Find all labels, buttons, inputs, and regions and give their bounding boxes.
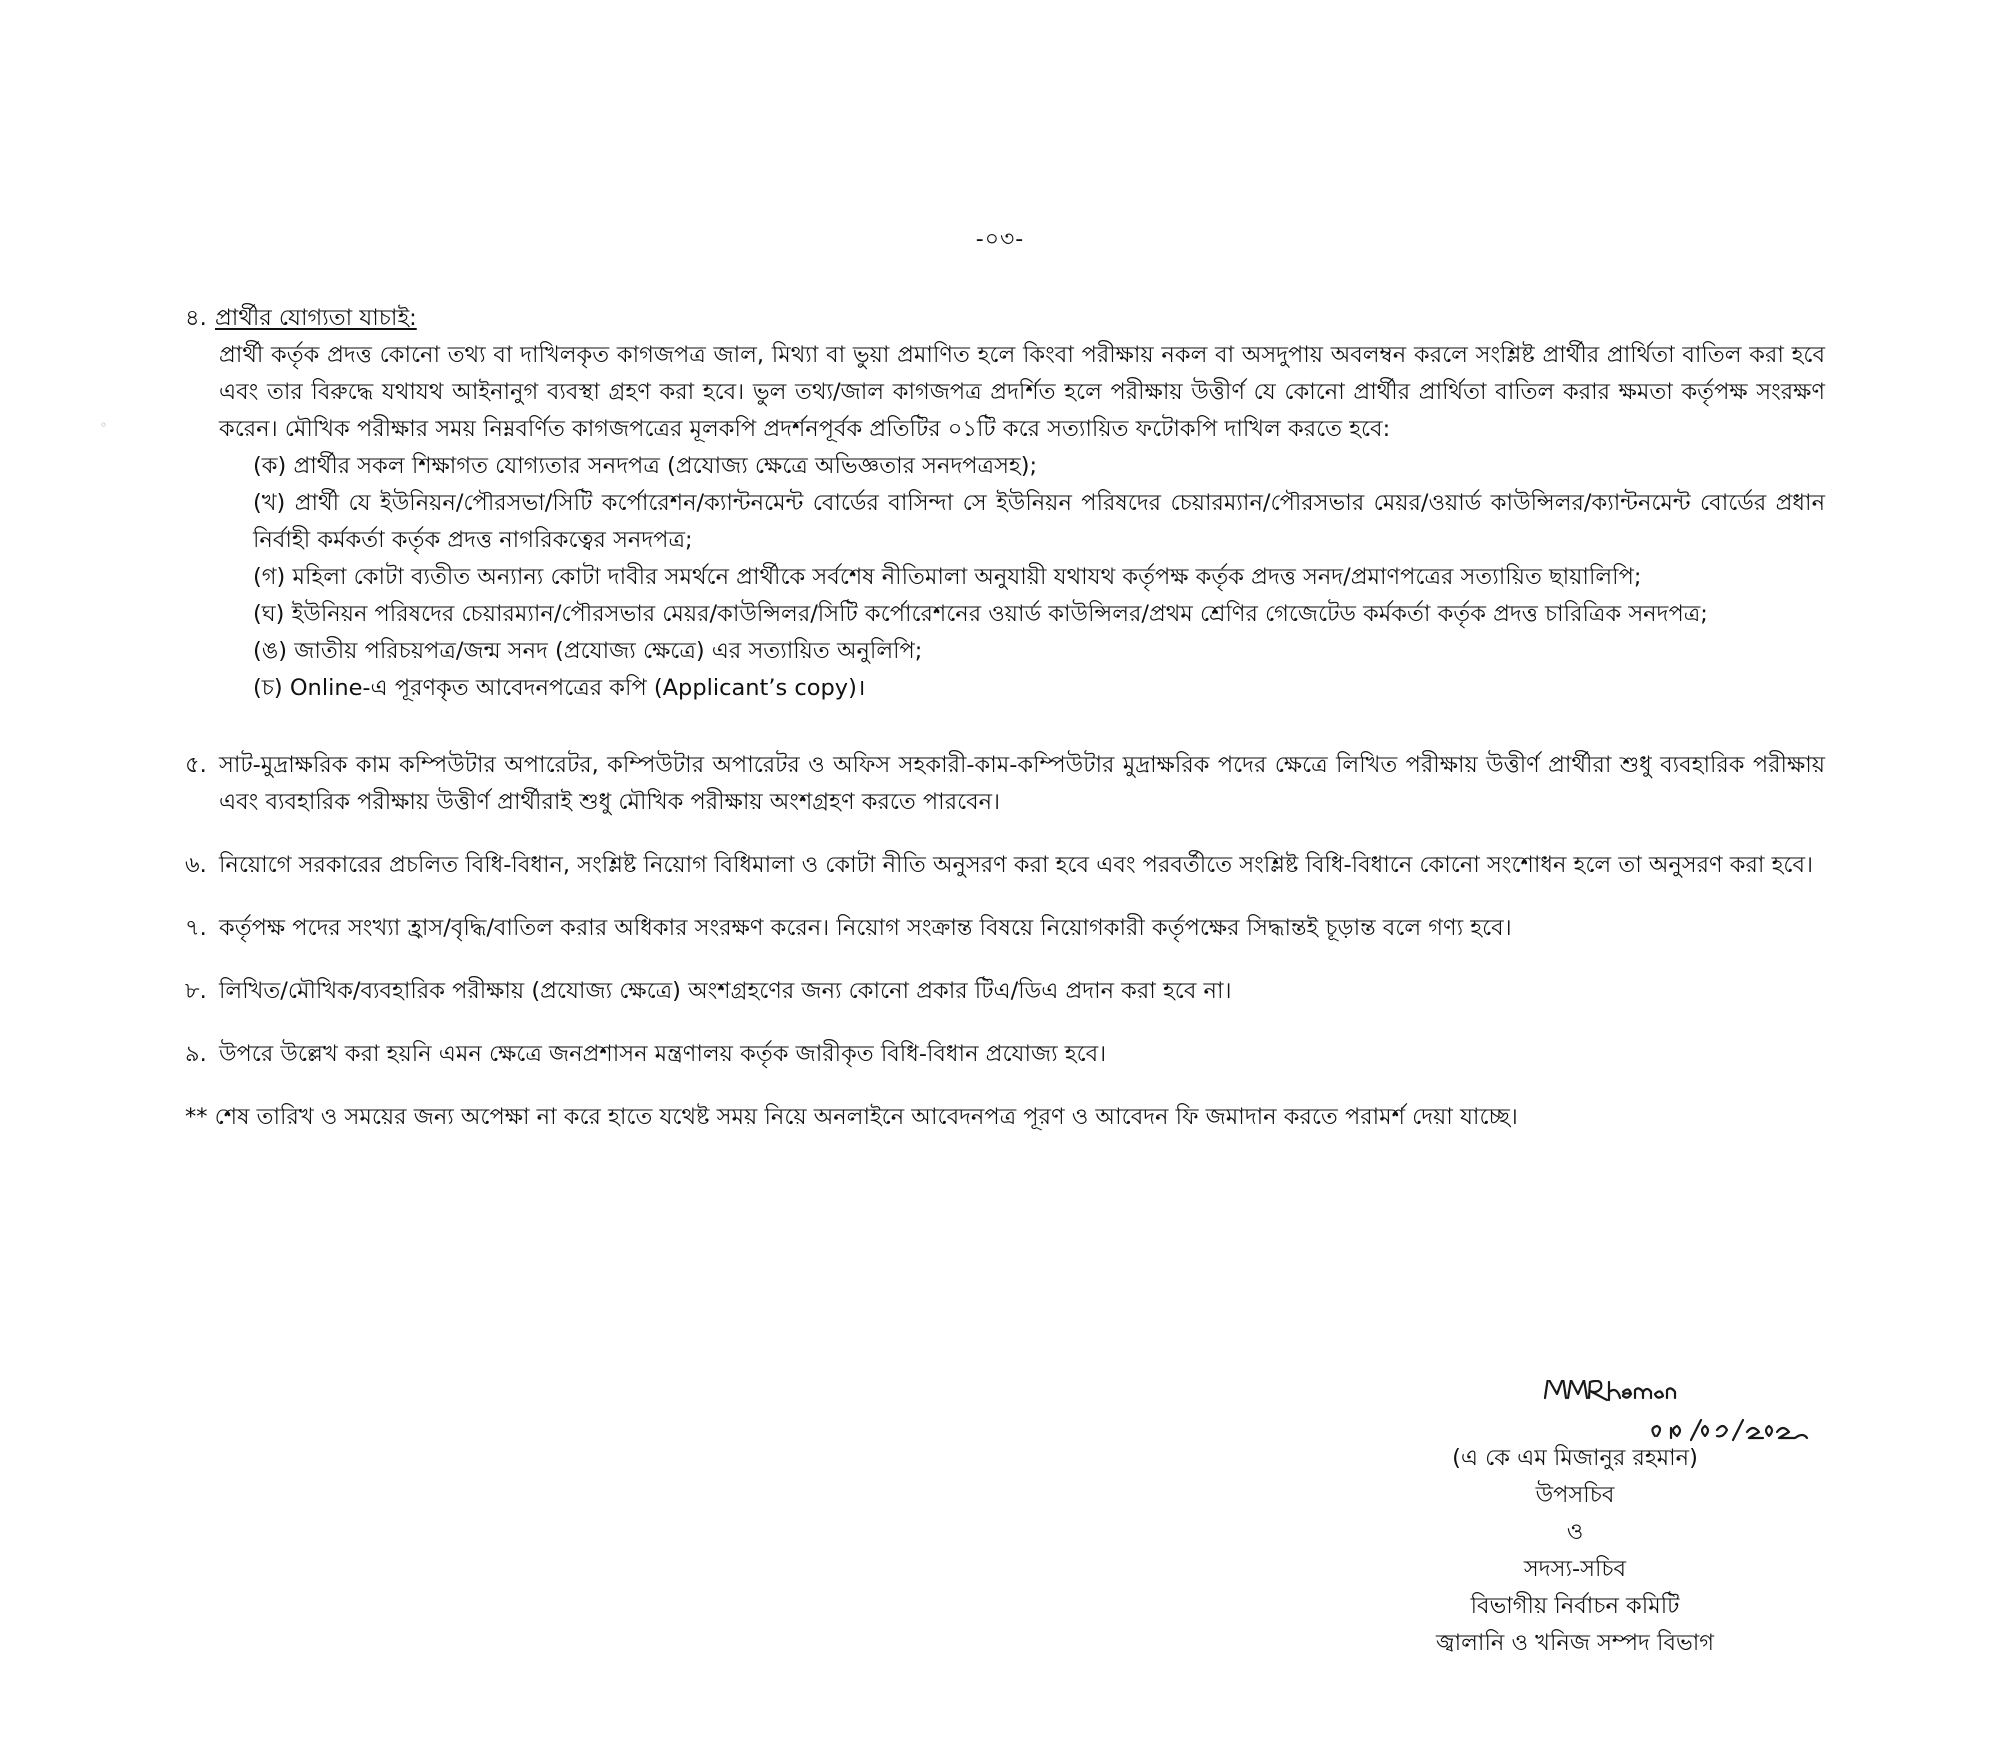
section-text: লিখিত/মৌখিক/ব্যবহারিক পরীক্ষায় (প্রযোজ্য ক্ষেত্রে) অংশগ্রহণের জন্য কোনো প্রকার টিএ/ডিএ প্রদান করা হবে না। [219,978,1232,1004]
signatory-role: সদস্য-সচিব [1523,1556,1627,1582]
section-text: সাট-মুদ্রাক্ষরিক কাম কম্পিউটার অপারেটর, কম্পিউটার অপারেটর ও অফিস সহকারী-কাম-কম্পিউটার মুদ্রাক্ষরিক পদের ক্ষেত্রে লিখিত পরীক্ষায় উত্তীর্ণ প্রার্থীরা শুধু ব্যবহারিক পরীক্ষায় এবং ব্যবহারিক পরীক্ষায় উত্তীর্ণ প্রার্থীরাই শুধু মৌখিক পরীক্ষায় অংশগ্রহণ করতে পারবেন। [219,752,1825,815]
section-9 [185,1036,1825,1073]
section-number: ৭. [185,915,207,941]
section-8 [185,973,1825,1010]
section-6 [185,847,1825,884]
list-item: (ঙ) জাতীয় পরিচয়পত্র/জন্ম সনদ (প্রযোজ্য ক্ষেত্রে) এর সত্যায়িত অনুলিপি; [253,638,923,664]
section-4 [185,300,1825,707]
section-heading: প্রার্থীর যোগ্যতা যাচাই: [215,305,417,331]
scan-speck: ◦ [100,418,108,432]
signatory-name: (এ কে এম মিজানুর রহমান) [1452,1445,1698,1471]
page-number: -০৩- [975,227,1025,252]
section-number: ৫. [185,752,207,778]
signatory-committee: বিভাগীয় নির্বাচন কমিটি [1470,1593,1680,1619]
section-number: ৪. [185,305,207,331]
section-number: ৮. [185,978,207,1004]
signatory-designation: উপসচিব [1535,1482,1615,1508]
section-5 [185,747,1825,821]
signatory-conjunction: ও [1566,1519,1584,1545]
signatory-division: জ্বালানি ও খনিজ সম্পদ বিভাগ [1435,1630,1715,1656]
section-7 [185,910,1825,947]
section-text: কর্তৃপক্ষ পদের সংখ্যা হ্রাস/বৃদ্ধি/বাতিল করার অধিকার সংরক্ষণ করেন। নিয়োগ সংক্রান্ত বিষয়ে নিয়োগকারী কর্তৃপক্ষের সিদ্ধান্তই চূড়ান্ত বলে গণ্য হবে। [219,915,1512,941]
section-text: উপরে উল্লেখ করা হয়নি এমন ক্ষেত্রে জনপ্রশাসন মন্ত্রণালয় কর্তৃক জারীকৃত বিধি-বিধান প্রযোজ্য হবে। [219,1041,1107,1067]
document-body [185,300,1825,1136]
list-item: (ঘ) ইউনিয়ন পরিষদের চেয়ারম্যান/পৌরসভার মেয়র/কাউন্সিলর/সিটি কর্পোরেশনের ওয়ার্ড কাউন্সিলর/প্রথম শ্রেণির গেজেটেড কর্মকর্তা কর্তৃক প্রদত্ত চারিত্রিক সনদপত্র; [253,601,1708,627]
section-4-header [185,300,1825,337]
signatory-details [1385,1440,1765,1662]
required-documents-list [185,448,1825,707]
section-number: ৯. [185,1041,207,1067]
advisory-note: ** শেষ তারিখ ও সময়ের জন্য অপেক্ষা না করে হাতে যথেষ্ট সময় নিয়ে অনলাইনে আবেদনপত্র পূরণ ও আবেদন ফি জমাদান করতে পরামর্শ দেয়া যাচ্ছে। [185,1104,1518,1130]
section-number: ৬. [185,852,207,878]
list-item: (চ) Online-এ পূরণকৃত আবেদনপত্রের কপি (Applicant’s copy)। [253,675,866,701]
list-item: (ক) প্রার্থীর সকল শিক্ষাগত যোগ্যতার সনদপত্র (প্রযোজ্য ক্ষেত্রে অভিজ্ঞতার সনদপত্রসহ); [253,453,1038,479]
section-text: নিয়োগে সরকারের প্রচলিত বিধি-বিধান, সংশ্লিষ্ট নিয়োগ বিধিমালা ও কোটা নীতি অনুসরণ করা হবে এবং পরবর্তীতে সংশ্লিষ্ট বিধি-বিধানে কোনো সংশোধন হলে তা অনুসরণ করা হবে। [219,852,1814,878]
list-item: (গ) মহিলা কোটা ব্যতীত অন্যান্য কোটা দাবীর সমর্থনে প্রার্থীকে সর্বশেষ নীতিমালা অনুযায়ী যথাযথ কর্তৃপক্ষ কর্তৃক প্রদত্ত সনদ/প্রমাণপত্রের সত্যায়িত ছায়ালিপি; [253,564,1642,590]
section-4-paragraph: প্রার্থী কর্তৃক প্রদত্ত কোনো তথ্য বা দাখিলকৃত কাগজপত্র জাল, মিথ্যা বা ভুয়া প্রমাণিত হলে কিংবা পরীক্ষায় নকল বা অসদুপায় অবলম্বন করলে সংশ্লিষ্ট প্রার্থীর প্রার্থিতা বাতিল করা হবে এবং তার বিরুদ্ধে যথাযথ আইনানুগ ব্যবস্থা গ্রহণ করা হবে। ভুল তথ্য/জাল কাগজপত্র প্রদর্শিত হলে পরীক্ষায় উত্তীর্ণ যে কোনো প্রার্থীর প্রার্থিতা বাতিল করার ক্ষমতা কর্তৃপক্ষ সংরক্ষণ করেন। মৌখিক পরীক্ষার সময় নিম্নবর্ণিত কাগজপত্রের মূলকপি প্রদর্শনপূর্বক প্রতিটির ০১টি করে সত্যায়িত ফটোকপি দাখিল করতে হবে: [219,342,1825,442]
list-item: (খ) প্রার্থী যে ইউনিয়ন/পৌরসভা/সিটি কর্পোরেশন/ক্যান্টনমেন্ট বোর্ডের বাসিন্দা সে ইউনিয়ন পরিষদের চেয়ারম্যান/পৌরসভার মেয়র/ওয়ার্ড কাউন্সিলর/ক্যান্টনমেন্ট বোর্ডের প্রধান নির্বাহী কর্মকর্তা কর্তৃক প্রদত্ত নাগরিকত্বের সনদপত্র; [253,490,1825,553]
